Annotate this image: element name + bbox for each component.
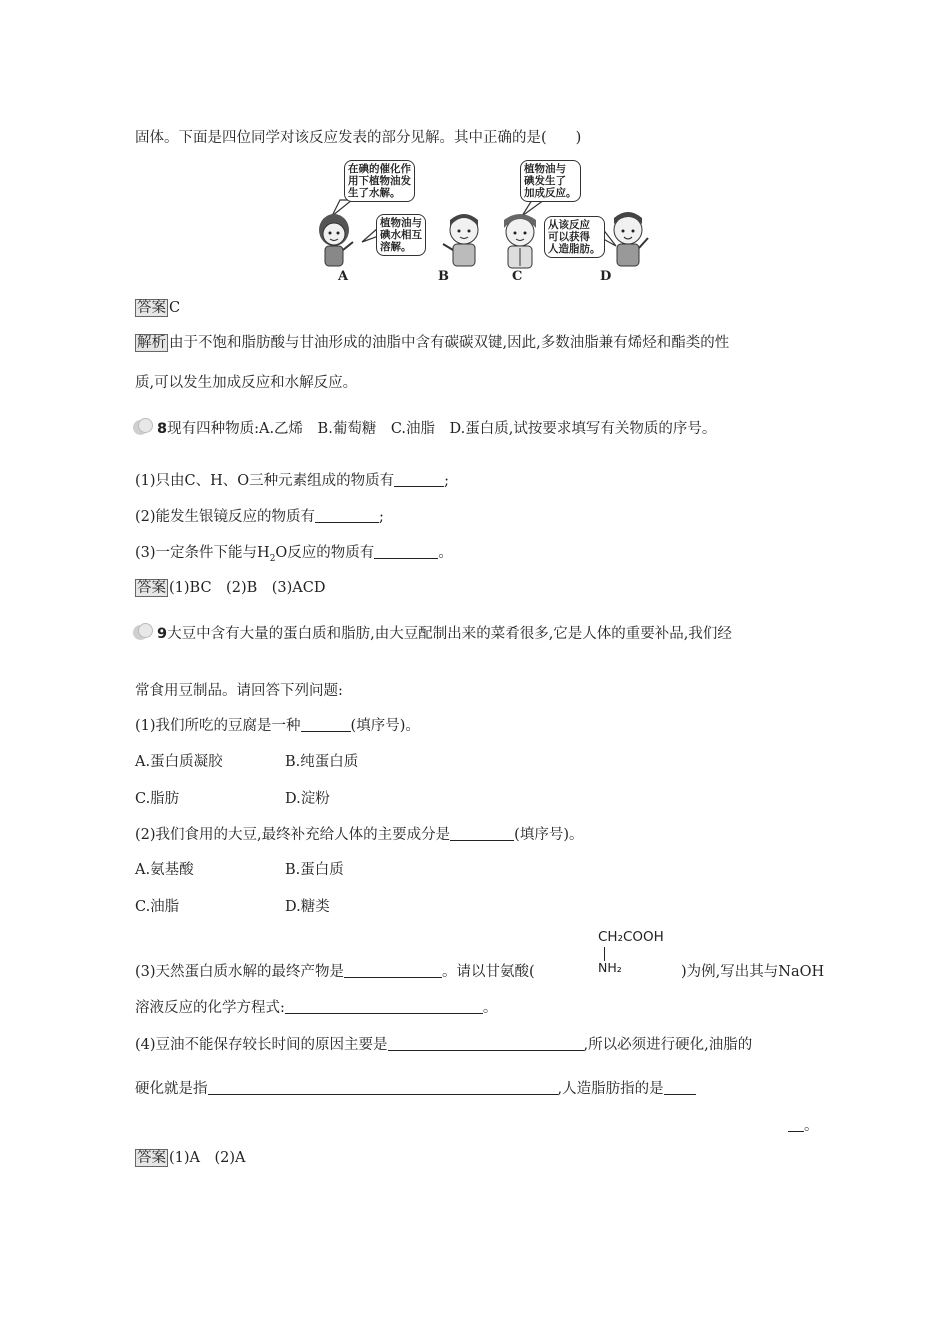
bubble-d: 从该反应 可以获得 人造脂肪。 [544, 216, 605, 258]
q9-p1-option-d[interactable]: D.淀粉 [285, 791, 330, 807]
answer-tag: 答案 [137, 580, 166, 596]
answer-blank[interactable] [315, 508, 379, 523]
q8-stem [133, 418, 716, 439]
question-number: 8 [157, 421, 168, 437]
label-b: B [438, 269, 449, 284]
answer-blank[interactable] [374, 544, 438, 559]
student-a [319, 214, 353, 266]
answer-blank[interactable] [664, 1080, 696, 1095]
answer-text: (1)BC (2)B (3)ACD [169, 580, 326, 596]
q9-p2-option-b[interactable]: B.蛋白质 [285, 862, 344, 878]
question-icon [133, 418, 157, 436]
q9-part3-line2: 溶液反应的化学方程式: 。 [135, 1000, 498, 1016]
bubble-b: 植物油与 碘水相互 溶解。 [376, 214, 426, 256]
analysis-text: 由于不饱和脂肪酸与甘油形成的油脂中含有碳碳双键,因此,多数油脂兼有烯烃和酯类的性 [169, 335, 730, 351]
q9-p1-option-b[interactable]: B.纯蛋白质 [285, 754, 359, 770]
label-d: D [600, 269, 612, 284]
answer-blank[interactable] [450, 826, 514, 841]
question-icon [133, 623, 157, 641]
q9-stem [133, 623, 732, 644]
q8-part3: (3)一定条件下能与$H_2O$反应的物质有 。 [135, 545, 453, 564]
student-d [614, 212, 648, 266]
formula-bond [604, 947, 605, 961]
q9-stem-2: 常食用豆制品。请回答下列问题: [135, 683, 343, 699]
q9-part1: (1)我们所吃的豆腐是一种 (填序号)。 [135, 718, 420, 734]
analysis-tag: 解析 [137, 335, 166, 351]
q9-answer [135, 1148, 246, 1168]
q9-part4-line3: 。 [788, 1116, 819, 1136]
q9-p2-option-c[interactable]: C.油脂 [135, 899, 180, 915]
q9-stem-text: 大豆中含有大量的蛋白质和脂肪,由大豆配制出来的菜肴很多,它是人体的重要补品,我们经 [167, 626, 732, 642]
q7-analysis [135, 333, 729, 353]
q9-p2-option-a[interactable]: A.氨基酸 [135, 862, 194, 878]
bubble-c: 植物油与 碘发生了 加成反应。 [520, 160, 581, 202]
question-number: 9 [157, 626, 168, 642]
glycine-formula-bottom: NH₂ [598, 960, 622, 975]
q8-stem-text: 现有四种物质:A.乙烯 B.葡萄糖 C.油脂 D.蛋白质,试按要求填写有关物质的序号。 [167, 421, 717, 437]
q8-part2: (2)能发生银镜反应的物质有 ; [135, 509, 384, 525]
bubble-a: 在碘的催化作 用下植物油发 生了水解。 [344, 160, 415, 202]
answer-blank[interactable] [344, 963, 442, 978]
answer-blank[interactable] [208, 1080, 558, 1095]
q9-part3: (3)天然蛋白质水解的最终产物是 。请以甘氨酸( [135, 964, 535, 980]
q9-p2-option-d[interactable]: D.糖类 [285, 899, 330, 915]
glycine-formula-top: CH₂COOH [598, 929, 664, 945]
q7-illustration [300, 158, 690, 288]
q8-part1: (1)只由C、H、O三种元素组成的物质有 ; [135, 473, 450, 489]
q7-intro: 固体。下面是四位同学对该反应发表的部分见解。其中正确的是( ) [135, 130, 582, 146]
answer-blank[interactable] [788, 1117, 804, 1132]
label-a: A [338, 269, 349, 284]
q9-part3-end: )为例,写出其与NaOH [681, 964, 825, 980]
q9-p1-option-a[interactable]: A.蛋白质凝胶 [135, 754, 223, 770]
answer-tag: 答案 [137, 300, 166, 316]
q7-analysis-2: 质,可以发生加成反应和水解反应。 [135, 375, 358, 391]
answer-blank[interactable] [394, 472, 444, 487]
q7-answer [135, 298, 180, 318]
answer-blank[interactable] [285, 999, 483, 1014]
student-b [443, 214, 478, 266]
q9-p1-option-c[interactable]: C.脂肪 [135, 791, 180, 807]
q9-part2: (2)我们食用的大豆,最终补充给人体的主要成分是 (填序号)。 [135, 827, 584, 843]
label-c: C [512, 269, 523, 284]
answer-blank[interactable] [301, 717, 351, 732]
q8-answer [135, 578, 325, 598]
q9-part4-line2: 硬化就是指 ,人造脂肪指的是 [135, 1079, 696, 1099]
answer-blank[interactable] [388, 1036, 584, 1051]
answer-tag: 答案 [137, 1150, 166, 1166]
q9-part4: (4)豆油不能保存较长时间的原因主要是 ,所以必须进行硬化,油脂的 [135, 1037, 753, 1053]
student-c [504, 214, 536, 268]
answer-text: C [169, 300, 181, 316]
answer-text: (1)A (2)A [169, 1150, 246, 1166]
